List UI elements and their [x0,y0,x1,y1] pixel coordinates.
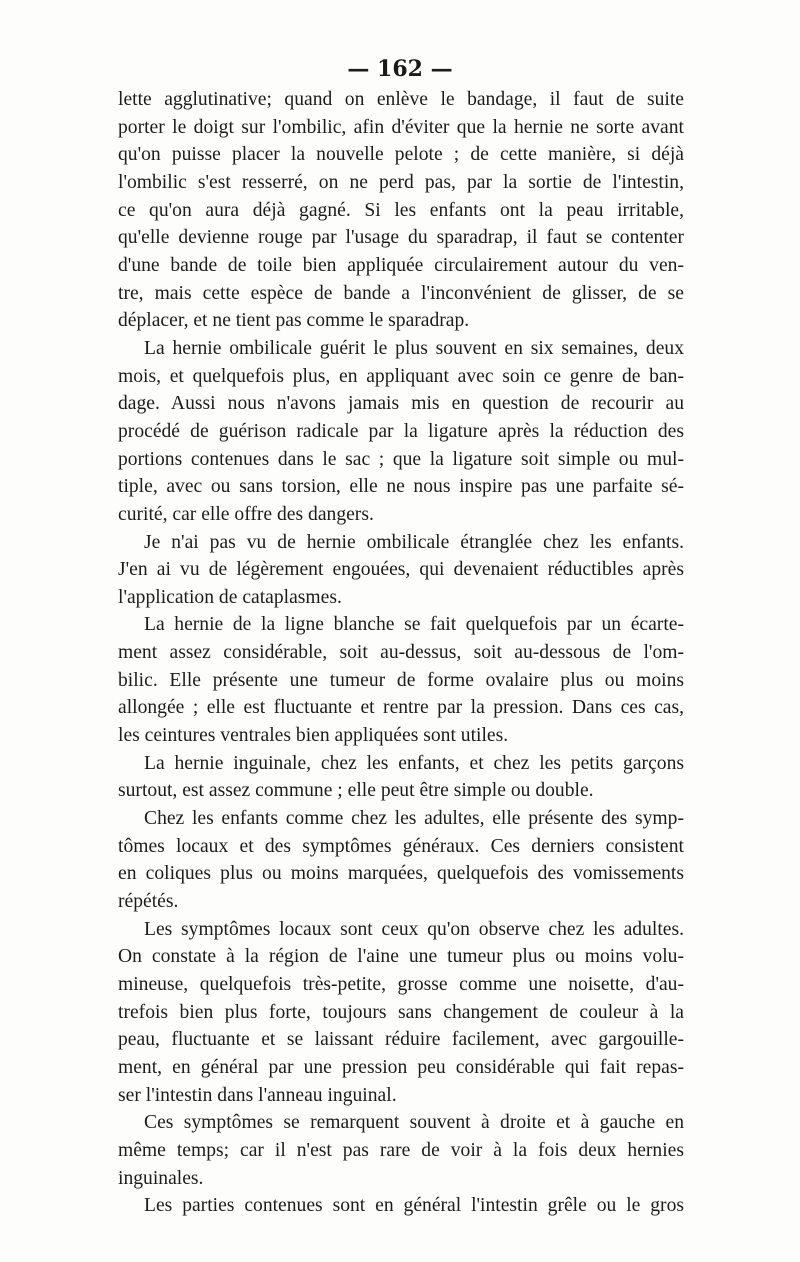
text-line: allongée ; elle est fluctuante et rentre par la pression. Dans ces cas, [118,697,684,719]
text-line: d'une bande de toile bien appliquée circulairement autour du ven- [118,254,684,276]
text-line: bilic. Elle présente une tumeur de forme ovalaire plus ou moins [118,669,684,691]
text-line: surtout, est assez commune ; elle peut être simple ou double. [118,780,594,802]
text-line: tre, mais cette espèce de bande a l'inconvénient de glisser, de se [118,282,684,304]
text-line: mois, et quelquefois plus, en appliquant avec soin ce genre de ban- [118,365,684,387]
text-line: ment, en général par une pression peu considérable qui fait repas- [118,1056,684,1078]
text-line: Je n'ai pas vu de hernie ombilicale étranglée chez les enfants. [144,531,684,553]
text-line: porter le doigt sur l'ombilic, afin d'éviter que la hernie ne sorte avant [118,116,684,138]
text-line: peau, fluctuante et se laissant réduire facilement, avec gargouille- [118,1029,684,1051]
text-line: Chez les enfants comme chez les adultes, elle présente des symp- [144,808,684,830]
text-line: tiple, avec ou sans torsion, elle ne nous inspire pas une parfaite sé- [118,476,684,498]
text-line: Les symptômes locaux sont ceux qu'on observe chez les adultes. [144,918,684,940]
text-line: inguinales. [118,1167,204,1189]
text-line: les ceintures ventrales bien appliquées sont utiles. [118,725,509,747]
text-line: La hernie de la ligne blanche se fait quelquefois par un écarte- [144,614,684,636]
text-line: l'ombilic s'est resserré, on ne perd pas, par la sortie de l'intestin, [118,171,684,193]
text-line: ser l'intestin dans l'anneau inguinal. [118,1084,397,1106]
text-line: Ces symptômes se remarquent souvent à droite et à gauche en [144,1112,684,1134]
text-line: l'application de cataplasmes. [118,586,342,608]
text-line: dage. Aussi nous n'avons jamais mis en question de recourir au [118,393,684,415]
text-line: La hernie inguinale, chez les enfants, et chez les petits garçons [144,752,684,774]
text-line: déplacer, et ne tient pas comme le sparadrap. [118,310,470,332]
text-line: qu'on puisse placer la nouvelle pelote ; de cette manière, si déjà [118,144,684,166]
text-line: La hernie ombilicale guérit le plus souvent en six semaines, deux [144,337,684,359]
page-number: — 162 — [347,56,453,82]
text-line: tômes locaux et des symptômes généraux. Ces derniers consistent [118,835,684,857]
text-line: ment assez considérable, soit au-dessus, soit au-dessous de l'om- [118,642,684,664]
text-line: répétés. [118,891,179,913]
text-line: lette agglutinative; quand on enlève le bandage, il faut de suite [118,89,684,110]
text-line: Les parties contenues sont en général l'intestin grêle ou le gros [144,1195,684,1217]
text-line: en coliques plus ou moins marquées, quelquefois des vomissements [118,863,684,885]
text-line: On constate à la région de l'aine une tumeur plus ou moins volu- [118,946,684,968]
text-line: qu'elle devienne rouge par l'usage du sparadrap, il faut se contenter [118,227,684,249]
text-line: ce qu'on aura déjà gagné. Si les enfants ont la peau irritable, [118,199,684,221]
text-line: mineuse, quelquefois très-petite, grosse comme une noisette, d'au- [118,974,684,995]
text-line: curité, car elle offre des dangers. [118,503,374,525]
text-line: portions contenues dans le sac ; que la ligature soit simple ou mul- [118,448,684,470]
body-text [118,86,684,1220]
text-line: même temps; car il n'est pas rare de voir à la fois deux hernies [118,1139,684,1161]
text-line: J'en ai vu de légèrement engouées, qui devenaient réductibles après [118,559,684,581]
text-line: trefois bien plus forte, toujours sans changement de couleur à la [118,1001,684,1023]
text-line: procédé de guérison radicale par la ligature après la réduction des [118,420,684,442]
